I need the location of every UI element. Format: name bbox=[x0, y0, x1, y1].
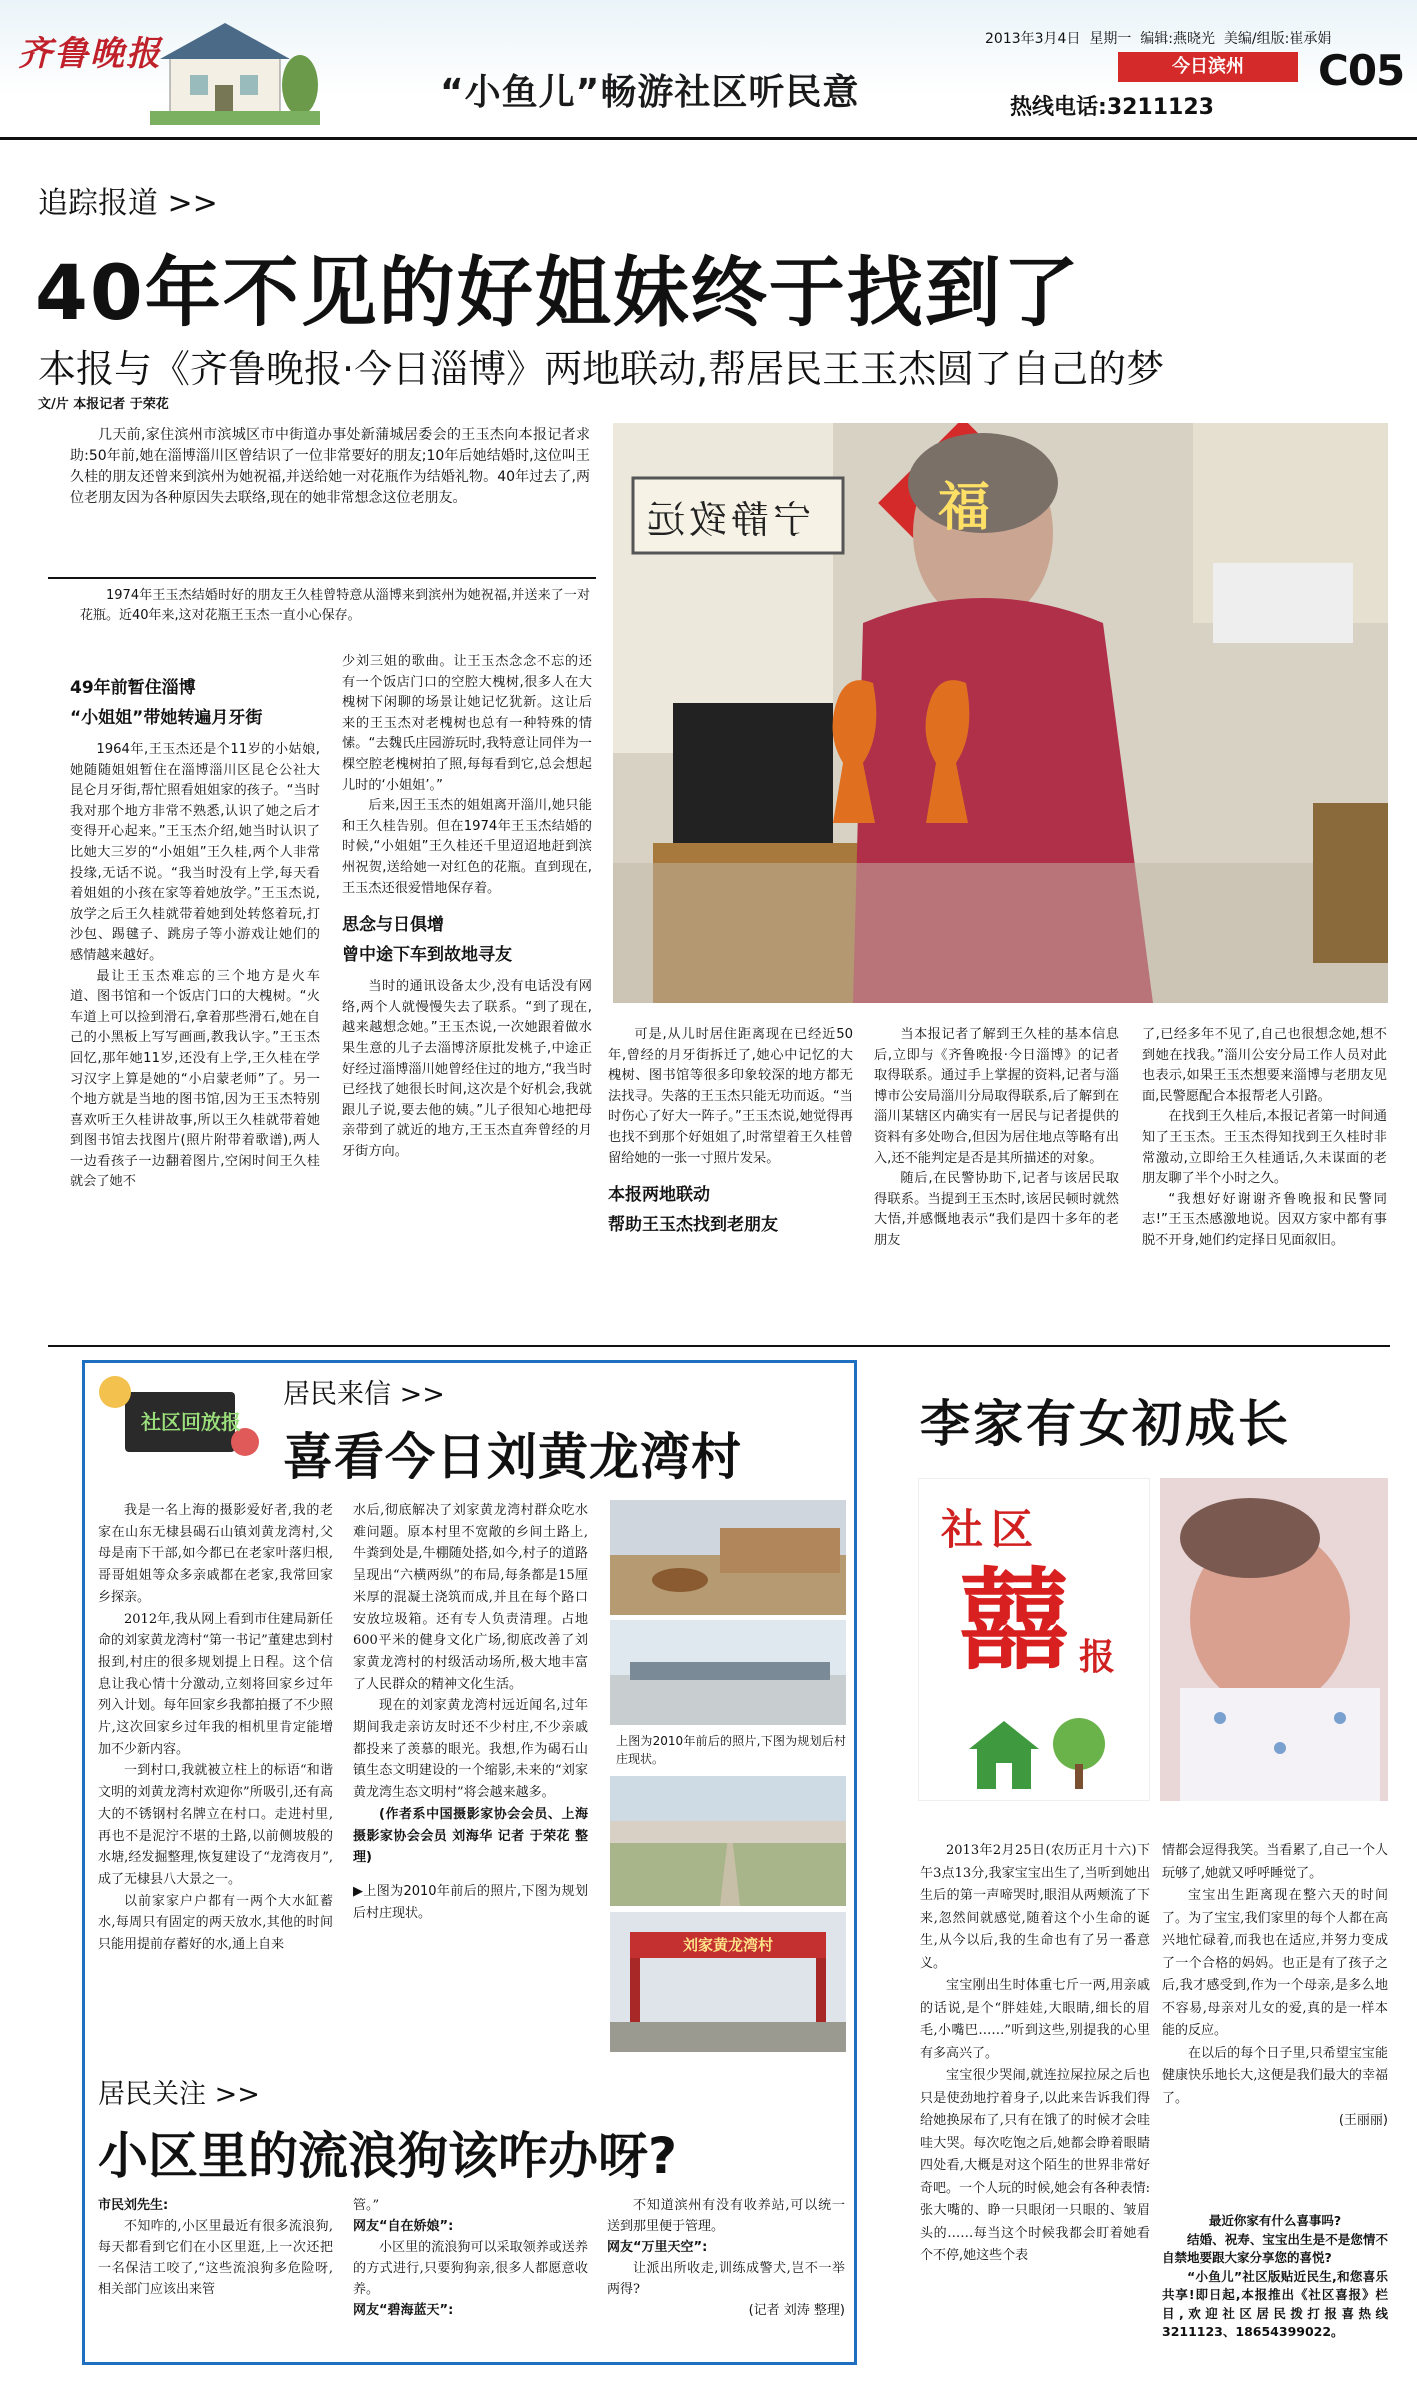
village-photo-caption bbox=[616, 1732, 846, 1768]
birth-badge-top: 社区 bbox=[941, 1505, 1042, 1554]
community-col2-p2: 现在的刘家黄龙湾村远近闻名,过年期间我走亲访友时还不少村庄,不少亲戚都投来了羡慕的眼光。我想,作为碣石山镇生态文明建设的一个缩影,未来的“刘家黄龙湾生态文明村”将会越来越多。 bbox=[353, 1698, 588, 1801]
hotline bbox=[1010, 90, 1214, 121]
birth-headline: 李家有女初成长 bbox=[920, 1395, 1291, 1453]
village-photo-1 bbox=[610, 1500, 846, 1615]
birth-badge-small: 报 bbox=[1079, 1636, 1116, 1678]
dog-col-1 bbox=[98, 2195, 333, 2300]
birth-col2-p1: 情都会逗得我笑。当看累了,自己一个人玩够了,她就又呼呼睡觉了。 bbox=[1162, 1843, 1388, 1881]
dog-col3-text-2: 让派出所收走,训练成警犬,岂不一举两得? bbox=[607, 2261, 845, 2297]
hotline-label: 热线电话: bbox=[1010, 95, 1107, 120]
community-badge bbox=[95, 1372, 265, 1462]
birth-col2-signature: (王丽丽) bbox=[1338, 2113, 1388, 2128]
main-kicker: 追踪报道 >> bbox=[38, 186, 218, 221]
newspaper-logo bbox=[18, 18, 168, 88]
village-photo-3 bbox=[610, 1776, 846, 1906]
col4-paragraph-1: 当本报记者了解到王久桂的基本信息后,立即与《齐鲁晚报·今日淄博》的记者取得联系。通过手上掌握的资料,记者与淄博市公安局淄川分局取得联系,后了解到在淄川某辖区内确实有一居民与记者提供的资料有多处吻合,但因为居住地点等略有出入,还不能判定是否是其所描述的对象。 bbox=[874, 1027, 1119, 1166]
lead-paragraph: 几天前,家住滨州市滨城区市中街道办事处新蒲城居委会的王玉杰向本报记者求助:50年前,她在淄博淄川区曾结识了一位非常要好的朋友;10年后她结婚时,这位叫王久桂的朋友还曾来到滨州为她祝福,并送给她一对花瓶作为结婚礼物。40年过去了,两位老朋友因为各种原因失去联络,现在的她非常想念这位老朋友。 bbox=[70, 427, 590, 506]
community-col1-p2: 2012年,我从网上看到市住建局新任命的刘家黄龙湾村“第一书记”董建忠到村报到,村庄的很多规划提上日程。这个信息让我心情十分激动,立刻将回家乡过年列入计划。每年回家乡我都拍摄了不少照片,这次回家乡过年我的相机里肯定能增加不少新内容。 bbox=[98, 1611, 333, 1757]
promo-text: “小鱼儿”社区版贴近民生,和您喜乐共享!即日起,本报推出《社区喜报》栏目,欢迎社区居民拨打报喜热线3211123、18654399022。 bbox=[1162, 2268, 1388, 2339]
promo-question-1: 最近你家有什么喜事吗? bbox=[1208, 2213, 1342, 2228]
main-col-5 bbox=[1142, 1025, 1387, 1252]
dog-col3-text: 不知道滨州有没有收养站,可以统一送到那里便于管理。 bbox=[607, 2198, 845, 2234]
col1-subhead-1: 49年前暂住淄博 bbox=[70, 678, 196, 698]
col5-paragraph-3: “我想好好谢谢齐鲁晚报和民警同志!”王玉杰感激地说。因双方家中都有事脱不开身,她们约定择日见面叙旧。 bbox=[1142, 1191, 1387, 1248]
dog-col2-name-2: 网友“碧海蓝天”: bbox=[353, 2303, 454, 2318]
issue-info bbox=[985, 28, 1331, 48]
village-photo-caption-text: 上图为2010年前后的照片,下图为规划后村庄现状。 bbox=[616, 1734, 846, 1766]
community-col1-p4: 以前家家户户都有一两个大水缸蓄水,每周只有固定的两天放水,其他的时间只能用提前存蓄好的水,通上自来 bbox=[98, 1893, 333, 1953]
col5-paragraph-1: 了,已经多年不见了,自己也很想念她,想不到她在找我。”淄川公安分局工作人员对此也表示,如果王玉杰想要来淄博与老朋友见面,民警愿配合本报帮老人引路。 bbox=[1142, 1027, 1387, 1104]
community-col2-caption: ▶上图为2010年前后的照片,下图为规划后村庄现状。 bbox=[353, 1883, 588, 1921]
community-badge-text: 社区回放报 bbox=[141, 1410, 241, 1434]
birth-badge-big: 囍 bbox=[959, 1556, 1069, 1685]
page-number: C05 bbox=[1318, 46, 1405, 95]
community-col-2 bbox=[353, 1500, 588, 1924]
col4-paragraph-2: 随后,在民警协助下,记者与该居民取得联系。当提到王玉杰时,该居民顿时就然大悟,并感慨地表示“我们是四十多年的老朋友 bbox=[874, 1171, 1119, 1248]
community-headline: 喜看今日刘黄龙湾村 bbox=[283, 1428, 742, 1486]
col3-subhead-1: 本报两地联动 bbox=[608, 1185, 710, 1206]
village-photo-4 bbox=[610, 1912, 846, 2052]
masthead bbox=[0, 0, 1417, 140]
birth-col1-p1: 2013年2月25日(农历正月十六)下午3点13分,我家宝宝出生了,当听到她出生后的第一声啼哭时,眼泪从两颊流了下来,忽然间就感觉,随着这个小生命的诞生,从今以后,我的生命也有了另一番意义。 bbox=[920, 1843, 1150, 1971]
dog-col2-text: 管。” bbox=[353, 2198, 380, 2213]
dog-col1-name: 市民刘先生: bbox=[98, 2198, 169, 2213]
dog-col-2 bbox=[353, 2195, 588, 2321]
birth-col2-p3: 在以后的每个日子里,只希望宝宝能健康快乐地长大,这便是我们最大的幸福了。 bbox=[1162, 2045, 1388, 2106]
col2-subhead-1: 思念与日俱增 bbox=[342, 915, 444, 936]
main-lead bbox=[70, 425, 590, 509]
dog-col1-text: 不知咋的,小区里最近有很多流浪狗,每天都看到它们在小区里逛,上一次还把一名保洁工咬了,“这些流浪狗多危险呀,相关部门应该出来管 bbox=[98, 2219, 333, 2297]
issue-art: 美编/组版:崔承娟 bbox=[1223, 31, 1332, 47]
community-col2-signature: (作者系中国摄影家协会会员、上海摄影家协会会员 刘海华 记者 于荣花 整理) bbox=[353, 1806, 588, 1866]
issue-date: 2013年3月4日 bbox=[985, 31, 1081, 47]
hotline-number: 3211123 bbox=[1106, 95, 1214, 120]
promo-question-2: 结婚、祝寿、宝宝出生是不是您情不自禁地要跟大家分享您的喜悦? bbox=[1162, 2231, 1388, 2265]
main-col-2 bbox=[342, 652, 592, 1162]
col2-paragraph-2: 后来,因王玉杰的姐姐离开淄川,她只能和王久桂告别。但在1974年王玉杰结婚的时候,“小姐姐”王久桂还千里迢迢地赶到滨州祝贺,送给她一对红色的花瓶。直到现在,王玉杰还很爱惜地保存着。 bbox=[342, 798, 592, 896]
birth-col1-p3: 宝宝很少哭闹,就连拉屎拉尿之后也只是使劲地拧着身子,以此来告诉我们得给她换尿布了,只有在饿了的时候才会哇哇大哭。每次吃饱之后,她都会睁着眼睛四处看,大概是对这个陌生的世界非常好奇吧。一个人玩的时候,她会有各种表情:张大嘴的、睁一只眼闭一只眼的、皱眉头的……每当这个时候我都会盯着她看个不停,她这些个表 bbox=[920, 2068, 1150, 2263]
dog-col3-name: 网友“万里天空”: bbox=[607, 2240, 708, 2255]
col1-subhead-2: “小姐姐”带她转遍月牙街 bbox=[70, 708, 263, 728]
birth-col-2 bbox=[1162, 1840, 1388, 2133]
birth-col1-p2: 宝宝刚出生时体重七斤一两,用亲戚的话说,是个“胖娃娃,大眼睛,细长的眉毛,小嘴巴……”听到这些,别提我的心里有多高兴了。 bbox=[920, 1978, 1150, 2061]
community-col2-p1: 水后,彻底解决了刘家黄龙湾村群众吃水难问题。原本村里不宽敞的乡间土路上,牛粪到处是,牛棚随处搭,如今,村子的道路呈现出“六横两纵”的布局,每条都是15厘米厚的混凝土浇筑而成,并且在每个路口安放垃圾箱。还有专人负责清理。占地600平米的健身文化广场,彻底改善了刘家黄龙湾村的村级活动场所,极大地丰富了人民群众的精神文化生活。 bbox=[353, 1503, 588, 1692]
col1-paragraph-1: 1964年,王玉杰还是个11岁的小姑娘,她随随姐姐暂住在淄博淄川区昆仑公社大昆仑月牙街,帮忙照看姐姐家的孩子。“当时我对那个地方非常不熟悉,认识了她之后才变得开心起来。”王玉杰介绍,她当时认识了比她大三岁的“小姐姐”王久桂,两个人非常投缘,无话不说。“我当时没有上学,每天看着姐姐的小孩在家等着她放学。”王玉杰说,放学之后王久桂就带着她到处转悠着玩,打沙包、踢毽子、跳房子等小游戏让她们的感情越来越好。 bbox=[70, 742, 320, 963]
issue-weekday: 星期一 bbox=[1089, 31, 1132, 47]
dog-col-3 bbox=[607, 2195, 845, 2321]
birth-col-1 bbox=[920, 1840, 1150, 2268]
col2-paragraph-1: 少刘三姐的歌曲。让王玉杰念念不忘的还有一个饭店门口的空腔大槐树,很多人在大槐树下闲聊的场景让她记忆犹新。这让后来的王玉杰对老槐树也总有一种特殊的情愫。“去魏氏庄园游玩时,我特意让同伴为一棵空腔老槐树拍了照,每每看到它,总会想起儿时的‘小姐姐’。” bbox=[342, 654, 592, 793]
caption-text: 1974年王玉杰结婚时好的朋友王久桂曾特意从淄博来到滨州为她祝福,并送来了一对花瓶。近40年来,这对花瓶王玉杰一直小心保存。 bbox=[80, 588, 590, 623]
community-kicker: 居民来信 >> bbox=[283, 1379, 445, 1410]
main-col-4 bbox=[874, 1025, 1119, 1252]
community-col-1 bbox=[98, 1500, 333, 1956]
dog-col2-text-1: 小区里的流浪狗可以采取领养或送养的方式进行,只要狗狗亲,很多人都愿意收养。 bbox=[353, 2240, 588, 2297]
col3-subhead-2: 帮助王玉杰找到老朋友 bbox=[608, 1215, 778, 1236]
photo-fu-character: 福 bbox=[938, 477, 991, 538]
photo-scroll-text: 宁静致远 bbox=[643, 498, 812, 542]
house-illustration-icon bbox=[150, 15, 320, 125]
house-tree-icon bbox=[959, 1709, 1119, 1794]
community-col1-p3: 一到村口,我就被立柱上的标语“和谐文明的刘黄龙湾村欢迎你”所吸引,还有高大的不锈钢村名牌立在村口。走进村里,再也不是泥泞不堪的土路,以前侧坡般的水塘,经发掘整理,恢复建设了“龙湾夜月”,成了无棣县八大景之一。 bbox=[98, 1763, 333, 1887]
col2-subhead-2: 曾中途下车到故地寻友 bbox=[342, 945, 512, 966]
logo-text: 齐鲁晚报 bbox=[18, 34, 162, 74]
community-col1-p1: 我是一名上海的摄影爱好者,我的老家在山东无棣县碣石山镇刘黄龙湾村,父母是南下干部,如今都已在老家叶落归根,哥哥姐姐等众多亲戚都在老家,我常回家乡探亲。 bbox=[98, 1503, 333, 1605]
col5-paragraph-2: 在找到王久桂后,本报记者第一时间通知了王玉杰。王玉杰得知找到王久桂时非常激动,立即给王久桂通话,久未谋面的老朋友聊了半个小时之久。 bbox=[1142, 1109, 1387, 1187]
masthead-slogan: “小鱼儿”畅游社区听民意 bbox=[440, 72, 860, 113]
section-tab: 今日滨州 bbox=[1118, 52, 1298, 82]
main-headline: 40年不见的好姐妹终于找到了 bbox=[35, 248, 1081, 337]
main-subhead: 本报与《齐鲁晚报·今日淄博》两地联动,帮居民王玉杰圆了自己的梦 bbox=[38, 347, 1165, 391]
village-gate-text: 刘家黄龙湾村 bbox=[682, 1936, 773, 1954]
col1-paragraph-2: 最让王玉杰难忘的三个地方是火车道、图书馆和一个饭店门口的大槐树。“火车道上可以捡到滑石,拿着那些滑石,她在自己的小黑板上写写画画,教我认字。”王玉杰回忆,那年她11岁,还没有上学,王久桂在学习汉字上算是她的“小启蒙老师”了。另一个地方就是当地的图书馆,因为王玉杰特别喜欢听王久桂讲故事,所以王久桂就带着她到图书馆去找图片(照片附带着歌谱),两人一边看孩子一边翻着图片,空闲时间王久桂就会了她不 bbox=[70, 968, 320, 1190]
main-col-3 bbox=[608, 1025, 853, 1241]
col3-paragraph-1: 可是,从儿时居住距离现在已经近50年,曾经的月牙街拆迁了,她心中记忆的大槐树、图书馆等很多印象较深的地方都无法找寻。失落的王玉杰只能无功而返。“当时伤心了好大一阵子。”王玉杰说,她觉得再也找不到那个好姐姐了,时常望着王久桂曾留给她的一张一寸照片发呆。 bbox=[608, 1027, 853, 1166]
dog-kicker: 居民关注 >> bbox=[98, 2079, 260, 2110]
section-divider bbox=[48, 1345, 1390, 1347]
village-photo-2 bbox=[610, 1620, 846, 1725]
col2-paragraph-3: 当时的通讯设备太少,没有电话没有网络,两个人就慢慢失去了联系。“到了现在,越来越想念她。”王玉杰说,一次她跟着做水果生意的儿子去淄博济原批发桃子,中途正好经过淄博淄川她曾经住过的地方,“我当时已经找了她很长时间,这次是个好机会,我就跟儿子说,要去他的姨。”儿子很知心地把母亲带到了就近的地方,王玉杰直奔曾经的月牙街方向。 bbox=[342, 979, 592, 1159]
birth-promo bbox=[1162, 2212, 1388, 2342]
divider bbox=[48, 577, 596, 579]
dog-headline: 小区里的流浪狗该咋办呀? bbox=[98, 2127, 678, 2185]
photo-caption bbox=[80, 586, 590, 626]
birth-col2-p2: 宝宝出生距离现在整六天的时间了。为了宝宝,我们家里的每个人都在高兴地忙碌着,而我也在适应,并努力变成了一个合格的妈妈。也正是有了孩子之后,我才感受到,作为一个母亲,是多么地不容易,母亲对儿女的爱,真的是一样本能的反应。 bbox=[1162, 1888, 1388, 2038]
issue-editor: 编辑:燕晓光 bbox=[1140, 31, 1215, 47]
dog-col3-signature: (记者 刘涛 整理) bbox=[748, 2303, 845, 2318]
main-byline: 文/片 本报记者 于荣花 bbox=[38, 397, 169, 412]
baby-photo bbox=[1160, 1478, 1388, 1801]
main-photo bbox=[613, 423, 1388, 1003]
dog-col2-name-1: 网友“自在娇娘”: bbox=[353, 2219, 454, 2234]
birth-badge bbox=[918, 1478, 1150, 1801]
main-col-1 bbox=[70, 670, 320, 1193]
